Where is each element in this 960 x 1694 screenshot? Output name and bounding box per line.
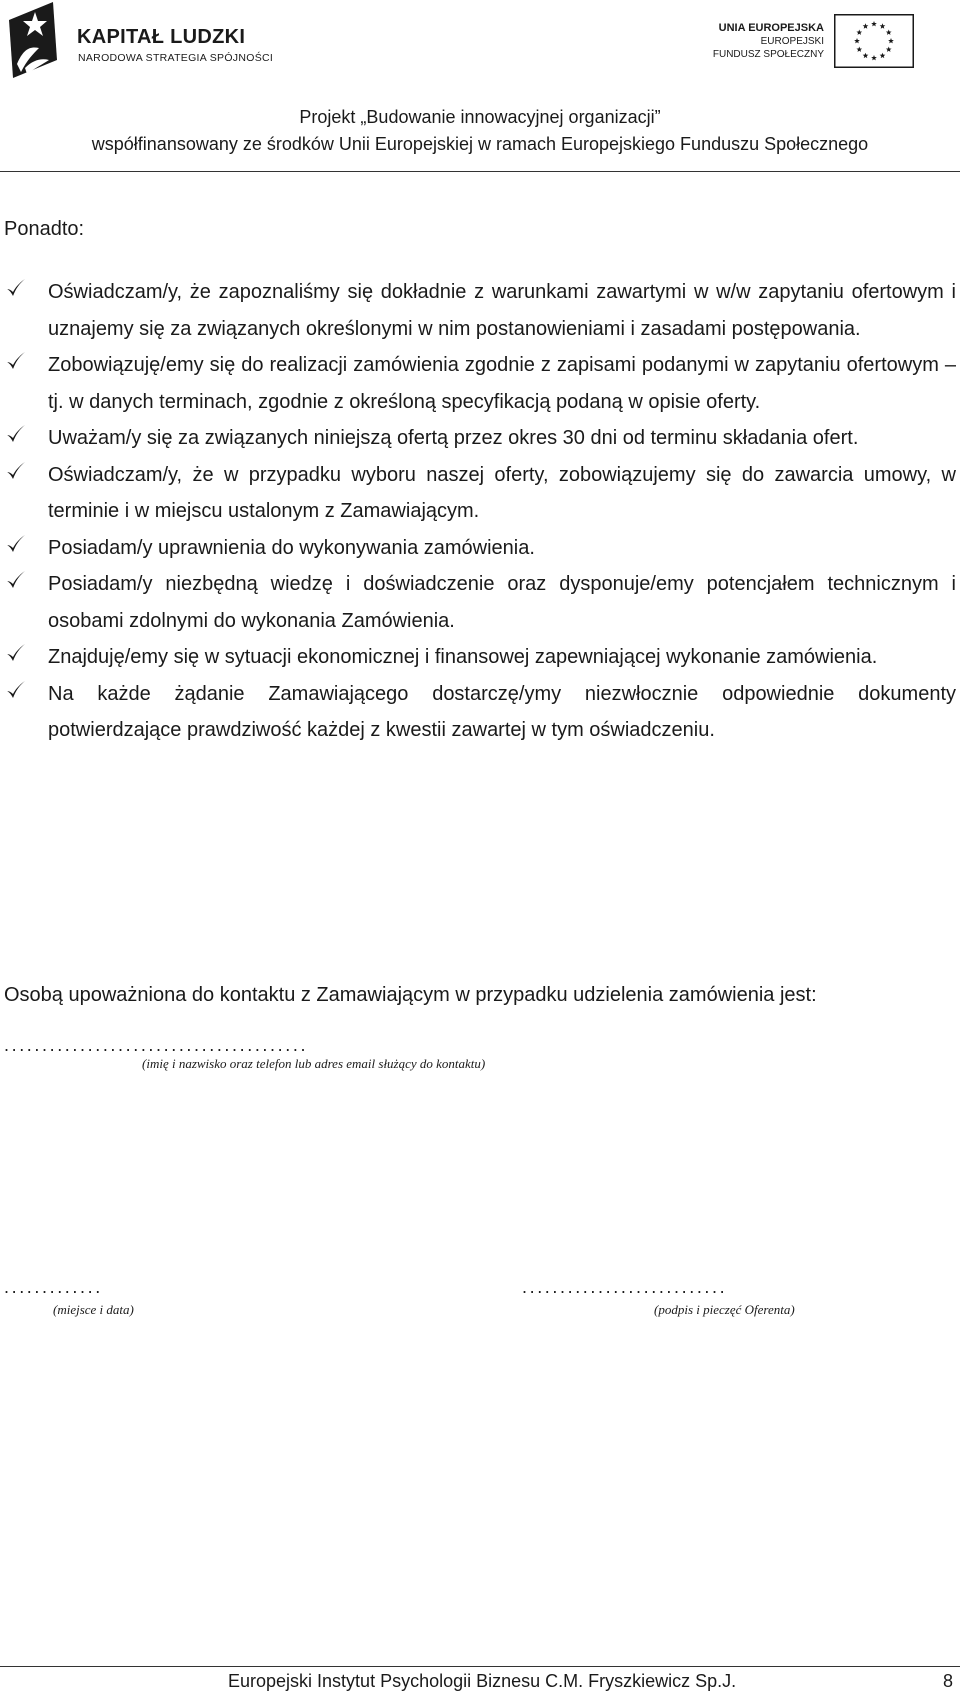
checkmark-icon — [5, 533, 27, 555]
checkmark-icon — [5, 423, 27, 445]
header-divider — [0, 171, 960, 172]
kapital-ludzki-subtitle: NARODOWA STRATEGIA SPÓJNOŚCI — [78, 52, 274, 64]
checkmark-icon — [5, 460, 27, 482]
signature-dotted-line: ........................... — [522, 1277, 728, 1297]
checkmark-icon — [5, 569, 27, 591]
signature-caption: (podpis i pieczęć Oferenta) — [654, 1302, 795, 1317]
place-date-dotted-line: ............. — [4, 1277, 103, 1297]
eu-logo — [690, 10, 920, 72]
declaration-item — [0, 457, 956, 530]
project-line: Projekt „Budowanie innowacyjnej organizacji” — [299, 107, 661, 127]
cofinance-line: współfinansowany ze środków Unii Europejskiej w ramach Europejskiego Funduszu Społecznego — [91, 134, 869, 154]
kapital-ludzki-emblem-icon — [5, 2, 61, 82]
footer-divider — [0, 1666, 960, 1667]
footer-company: Europejski Instytut Psychologii Biznesu C.M. Fryszkiewicz Sp.J. — [228, 1671, 737, 1691]
declaration-item — [0, 420, 956, 457]
checkmark-icon — [5, 642, 27, 664]
eu-logo-line3: FUNDUSZ SPOŁECZNY — [712, 49, 824, 60]
checkmark-icon — [5, 350, 27, 372]
eu-logo-line1: UNIA EUROPEJSKA — [718, 22, 824, 34]
declaration-text: Posiadam/y niezbędną wiedzę i doświadczenie oraz dysponuje/emy potencjałem technicznym i osobami zdolnymi do wykonania Zamówienia. — [48, 573, 956, 632]
declaration-text: Znajduję/emy się w sytuacji ekonomicznej i finansowej zapewniającej wykonanie zamówienia. — [48, 646, 878, 668]
declaration-text: Zobowiązuję/emy się do realizacji zamówienia zgodnie z zapisami podanymi w zapytaniu ofertowym – tj. w danych terminach, zgodnie z określoną specyfikacją podaną w opisie oferty. — [48, 354, 956, 413]
contact-dotted-line: ........................................ — [4, 1035, 309, 1055]
page-number: 8 — [943, 1671, 954, 1691]
declaration-item — [0, 274, 956, 347]
intro-text: Ponadto: — [4, 218, 85, 240]
kapital-ludzki-title: KAPITAŁ LUDZKI — [77, 26, 246, 48]
declaration-item — [0, 530, 956, 567]
declaration-text: Posiadam/y uprawnienia do wykonywania zamówienia. — [48, 536, 535, 559]
kapital-ludzki-logo — [5, 2, 274, 82]
declaration-item — [0, 639, 956, 676]
declarations-list — [0, 274, 960, 749]
declaration-text: Oświadczam/y, że w przypadku wyboru naszej oferty, zobowiązujemy się do zawarcia umowy, w terminie i w miejscu ustalonym z Zamawiającym. — [48, 463, 956, 522]
declaration-text: Uważam/y się za związanych niniejszą ofertą przez okres 30 dni od terminu składania ofert. — [48, 427, 859, 449]
eu-logo-line2: EUROPEJSKI — [760, 36, 824, 47]
project-header — [0, 104, 960, 158]
declaration-item — [0, 347, 956, 420]
declaration-item — [0, 566, 956, 639]
checkmark-icon — [5, 679, 27, 701]
place-date-caption: (miejsce i data) — [53, 1302, 134, 1317]
checkmark-icon — [5, 277, 27, 299]
declaration-text: Na każde żądanie Zamawiającego dostarczę/ymy niezwłocznie odpowiednie dokumenty potwierdzające prawdziwość każdej z kwestii zawartej w tym oświadczeniu. — [48, 682, 956, 741]
eu-flag-icon — [834, 14, 914, 68]
declaration-item — [0, 676, 956, 749]
contact-caption: (imię i nazwisko oraz telefon lub adres email służący do kontaktu) — [142, 1056, 486, 1071]
contact-person-label: Osobą upoważniona do kontaktu z Zamawiającym w przypadku udzielenia zamówienia jest: — [4, 984, 817, 1006]
declaration-text: Oświadczam/y, że zapoznaliśmy się dokładnie z warunkami zawartymi w w/w zapytaniu ofertowym i uznajemy się za związanych określonymi w nim postanowieniami i zasadami postępowania. — [48, 281, 956, 340]
